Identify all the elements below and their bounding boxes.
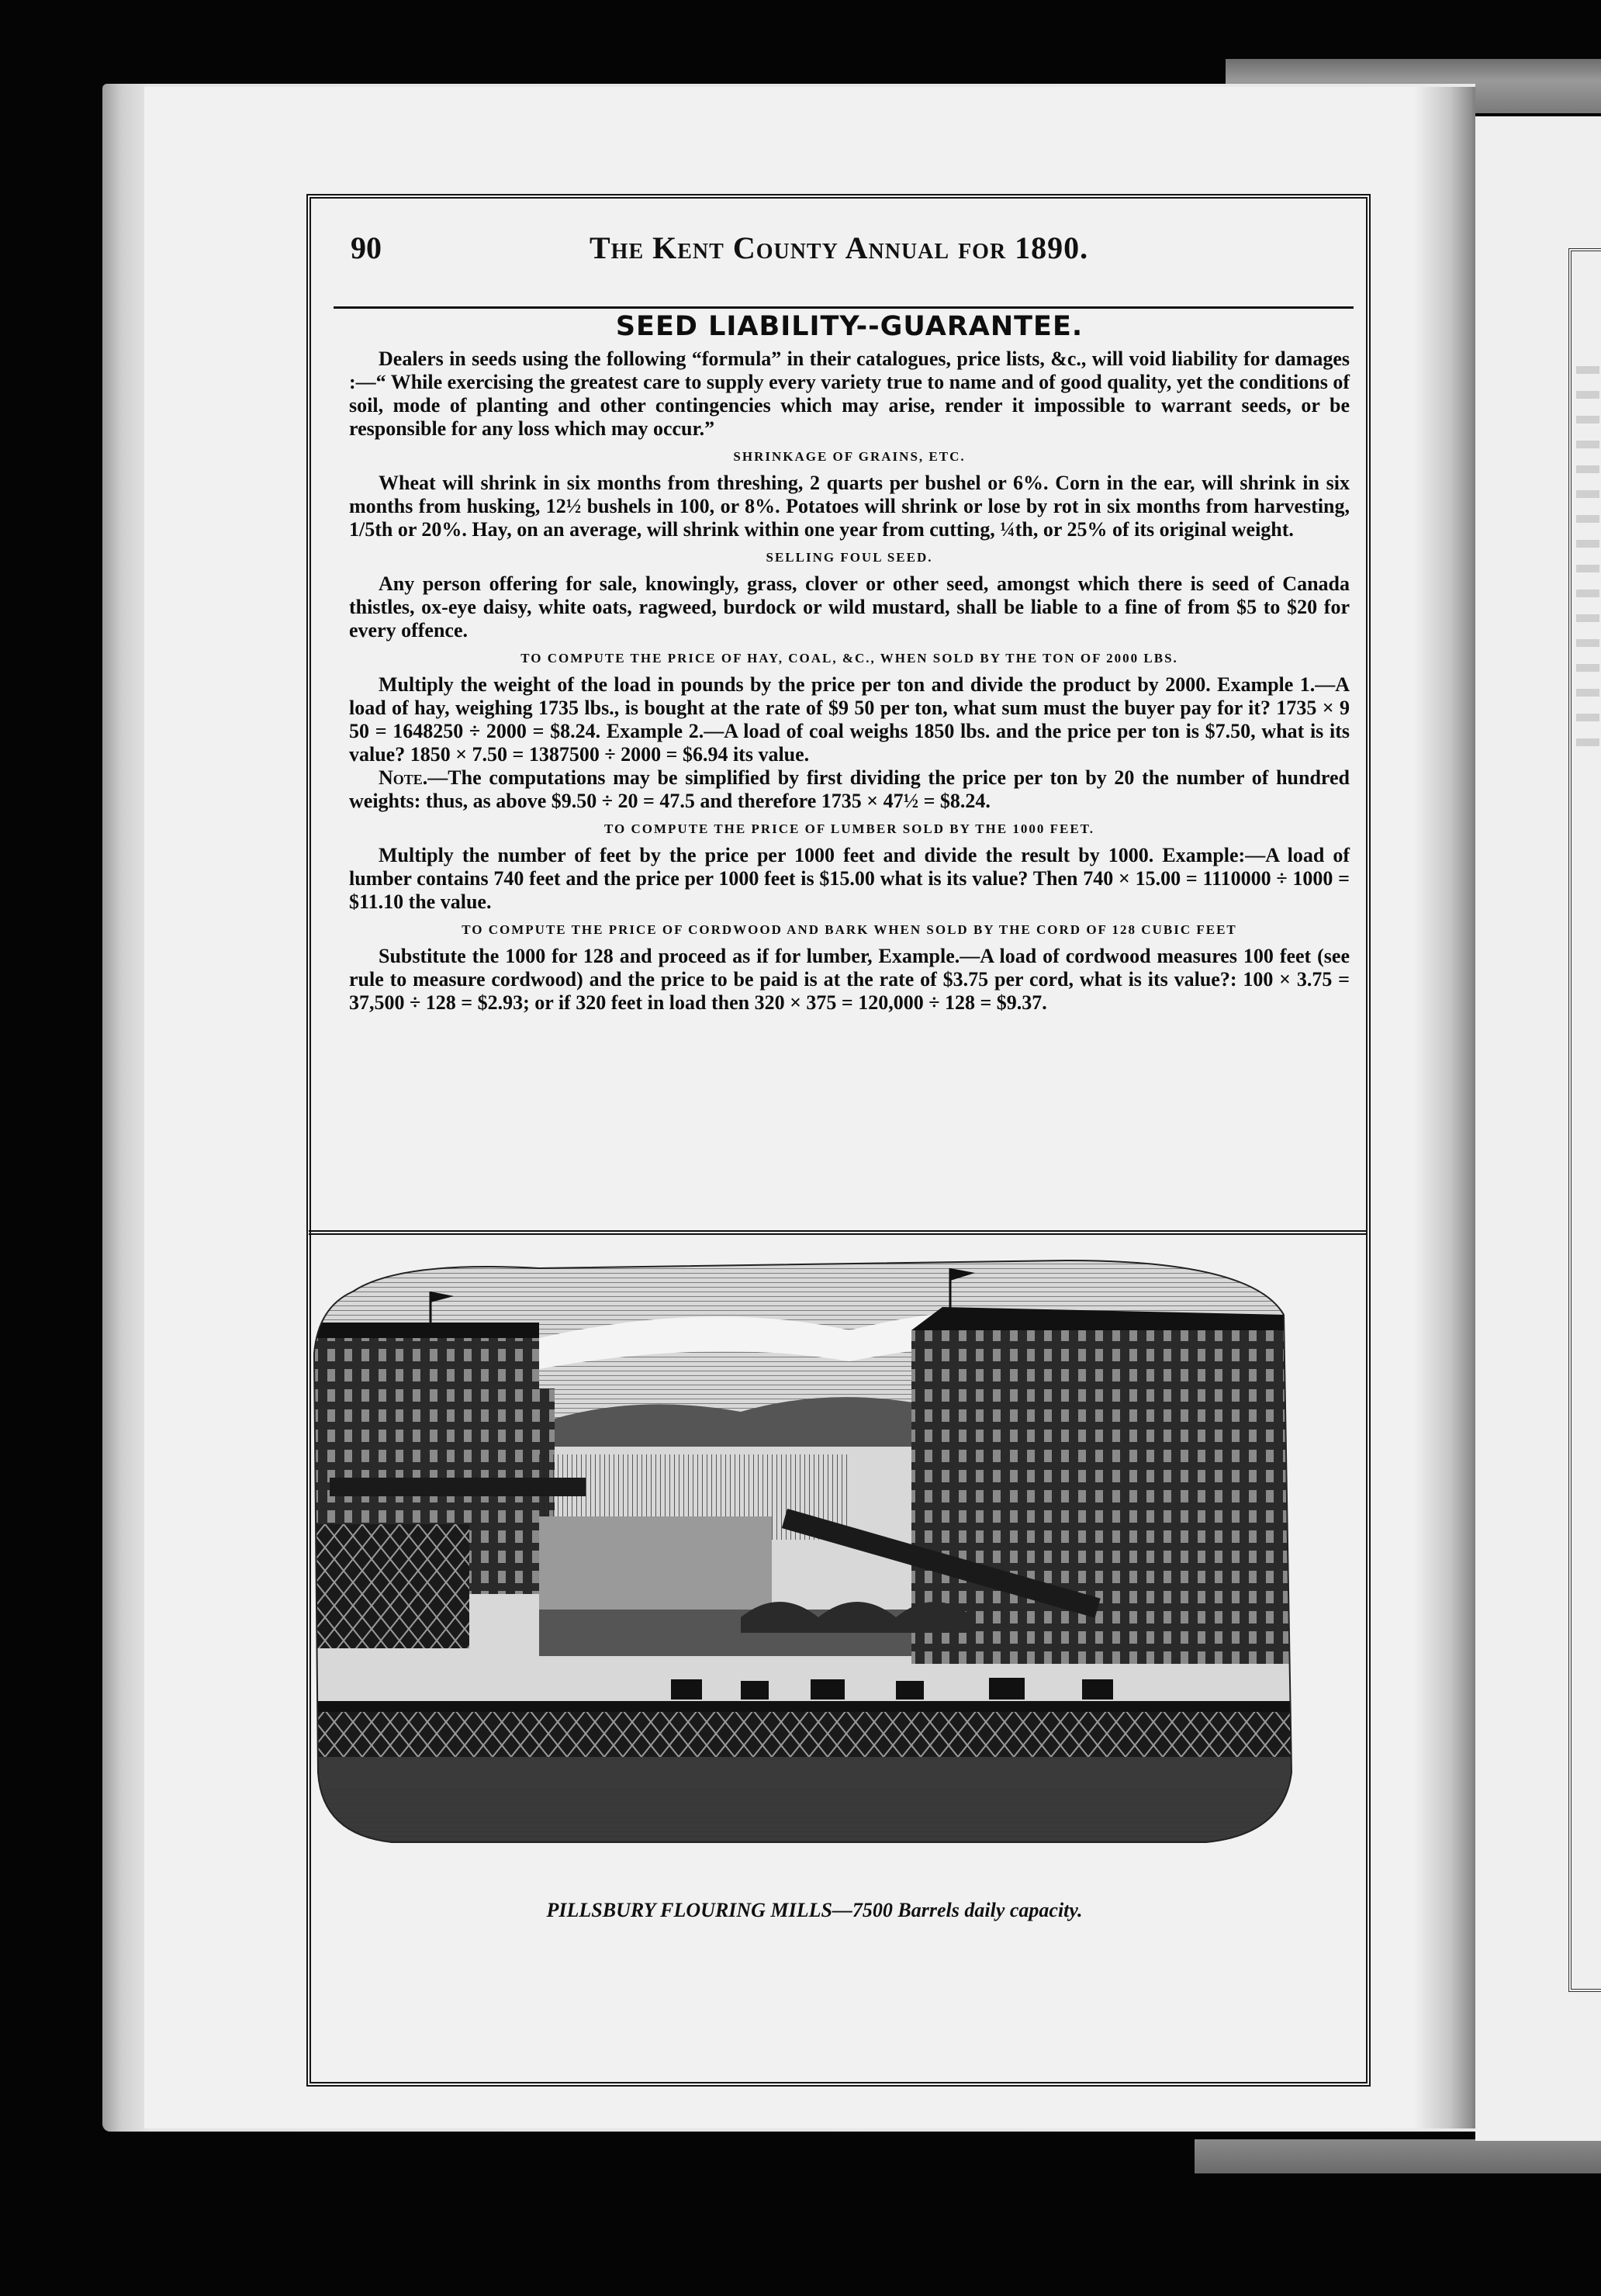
paragraph-foul-seed: Any person offering for sale, knowingly, grass, clover or other seed, amongst which there is seed of Canada thistles, ox-eye daisy, white oats, ragweed, burdock or wild mustard, shall be liable to a fine of from $5 to $20 for every offence. — [349, 572, 1350, 641]
book-spine-bottom — [1195, 2139, 1601, 2173]
note-text: —The computations may be simplified by first dividing the price per ton by 20 the number of hundred weights: thus, as above $9.50 ÷ 20 = 47.5 and therefore 1735 × 47½ = $8.24. — [349, 766, 1350, 812]
paragraph-shrinkage: Wheat will shrink in six months from threshing, 2 quarts per bushel or 6%. Corn in the ear, will shrink in six months from husking, 12½ bushels in 100, or 8%. Potatoes will shrink or lose by rot in six months from harvesting, 1/5th or 20%. Hay, on an average, will shrink within one year from cutting, ¼th, or 25% of its original weight. — [349, 472, 1350, 541]
heading-lumber: TO COMPUTE THE PRICE OF LUMBER SOLD BY THE 1000 FEET. — [604, 821, 1094, 836]
paragraph-hay-coal: Multiply the weight of the load in pounds by the price per ton and divide the product by 2000. Example 1.—A load of hay, weighing 1735 lbs., is bought at the rate of $9 50 per ton, what sum must the buyer pay for it? 1735 × 9 50 = 1648250 ÷ 2000 = $8.24. Example 2.—A load of coal weighs 1850 lbs. and the price per ton is $7.50, what is its value? 1850 × 7.50 = 1387500 ÷ 2000 = $6.94 its value. — [349, 673, 1350, 766]
heading-shrinkage: SHRINKAGE OF GRAINS, ETC. — [733, 449, 966, 464]
heading-cordwood: TO COMPUTE THE PRICE OF CORDWOOD AND BARK WHEN SOLD BY THE CORD OF 128 CUBIC FEET — [462, 922, 1237, 937]
section-title: SEED LIABILITY--GUARANTEE. — [615, 311, 1084, 342]
page-text — [349, 312, 1350, 1015]
facing-page — [1475, 116, 1601, 2141]
heading-foul-seed: SELLING FOUL SEED. — [766, 550, 933, 565]
paragraph-cordwood: Substitute the 1000 for 128 and proceed as if for lumber, Example.—A load of cordwood measures 100 feet (see rule to measure cordwood) and the price to be paid is at the rate of $3.75 per cord, what is its value?: 100 × 3.75 = 37,500 ÷ 128 = $2.93; or if 320 feet in load then 320 × 375 = 120,000 ÷ 128 = $9.37. — [349, 945, 1350, 1014]
page-number: 90 — [351, 230, 382, 265]
note-label: Note. — [379, 766, 428, 789]
paragraph-seed-liability: Dealers in seeds using the following “formula” in their catalogues, price lists, &c., will void liability for damages :—“ While exercising the greatest care to supply every variety true to name and of good quality, yet the conditions of soil, mode of planting and other contingencies which may arise, render it impossible to warrant seeds, or be responsible for any loss which may occur.” — [349, 348, 1350, 440]
section-double-rule — [309, 1230, 1367, 1235]
header-rule — [334, 306, 1354, 309]
paragraph-note — [349, 766, 1350, 813]
facing-page-text — [1576, 349, 1599, 763]
running-head: The Kent County Annual for 1890. — [590, 230, 1089, 265]
gutter-shadow — [1413, 87, 1475, 2128]
paragraph-lumber: Multiply the number of feet by the price per 1000 feet and divide the result by 1000. Example:—A load of lumber contains 740 feet and the price per 1000 feet is $15.00 what is its value? Then 740 × 15.00 = 1110000 ÷ 1000 = $11.10 the value. — [349, 844, 1350, 913]
illustration-caption: PILLSBURY FLOURING MILLS—7500 Barrels daily capacity. — [546, 1899, 1083, 1921]
page-header — [349, 225, 1350, 287]
mill-engraving — [306, 1245, 1309, 1850]
heading-hay-coal: TO COMPUTE THE PRICE OF HAY, COAL, &C., WHEN SOLD BY THE TON OF 2000 LBS. — [520, 651, 1178, 666]
